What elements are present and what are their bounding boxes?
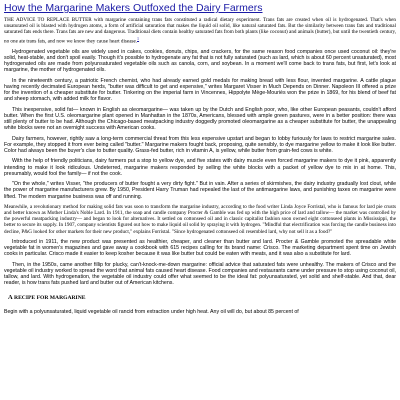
footnote-link[interactable]: 1 bbox=[137, 35, 140, 41]
sans-section-1 bbox=[4, 49, 396, 200]
paragraph-yellow-dye: With the help of friendly politicians, dairy farmers put a stop to yellow dye, and five states with dairy muscle even forced margarine makers to dye it pink, apparently intending to make it look ridiculous. Undeterred, margarine makers responded by selling the white blocks with a packet of yellow dye to mix in at home. This, presumably, would fool the family— if not the cook. bbox=[4, 158, 396, 177]
intro-text: THE ADVICE TO REPLACE BUTTER with margarine containing trans fats constituted a radical dietary experiment. Trans fats are created when oil is hydrogenated. That's when unsaturated oil is blasted with hydrogen atoms, a form of artificial saturation that makes the liquid oil solid, like natural saturated fats. But the similarity between trans fats and traditional saturated fats ends there. Trans fats are new and dangerous. Traditional diets contain healthy saturated fats from both plants (like coconut) and animals (butter), but until the twentieth century, no one ate trans fats, and now we know they cause heart disease. bbox=[4, 17, 396, 45]
paragraph-forristal: Meanwhile, a revolutionary method for making solid fats was soon to transform the margarine industry, according to the food writer Linda Joyce Forristal, who is famous for lard pie crusts and better known as Mother Linda's Noble Lard. In 1911, the soap and candle company Procter & Gamble was fed up with the high price of lard and tallow— the market was controlled by the powerful meatpacking industry— and began to look for alternatives. It settled on cottonseed oil and in classic capitalist fashion soon owned eight cottonseed plants in Mississippi, the better to secure its supply. In 1907, company scientists figured out how to make liquid oil solid by spraying it with hydrogen. "Mindful that electrification was forcing the candle business into decline, P&G looked for other markets for their new product," explains Forristal. "Since hydrogenated cottonseed oil resembled lard, why not sell it as a food?" bbox=[4, 203, 396, 235]
sans-section-2 bbox=[4, 239, 396, 287]
paragraph-oleomargarine: This inexpensive, solid fat— known in English as oleomargarine— was taken up by the Dutch and English poor, who, like other European peasants, couldn't afford butter. When the first U.S. oleomargarine plant opened in Manhattan in the 1870s, Americans, blessed with ample green pastures, were in a better position: there was still plenty of butter to be had. Although the Chicago-based meatpacking industry doggedly promoted oleomargarine as a cheaper substitute for butter, the unappealing white blocks were not an overnight success with American cooks. bbox=[4, 106, 396, 132]
paragraph-dairy-farmers: Dairy farmers, however, rightly saw a long-term commercial threat from this less expensive upstart and began to lobby furiously for laws to restrict margarine sales. For example, they stopped it from ever being called "butter." Margarine makers fought back, proposing, quite sensibly, to dye margarine yellow to make it look like butter. Color had always been the buyer's clue to butter quality. Grass-fed butter, rich in vitamin A, is yellow, while butter from grain-fed cows is white. bbox=[4, 135, 396, 155]
section-heading bbox=[8, 294, 396, 302]
intro-paragraph bbox=[4, 17, 396, 45]
paragraph-hydrogenated-oils: Hydrogenated vegetable oils are widely used in cakes, cookies, donuts, chips, and crackers, for the same reason food companies once used coconut oil: they're solid, heat-stable, and don't spoil easily. Though it's possible to hydrogenate any fat that is not fully saturated (such as lard, which is about 60 percent unsaturated), most hydrogenated oils are made from polyunsaturated vegetable oils such as canola, corn, and soybean. In a moment we'll come back to trans fats, but first, let's look at margarine, the mother of hydrogenated oils. bbox=[4, 48, 396, 74]
article-title-link[interactable]: How the Margarine Makers Outfoxed the Dairy Farmers bbox=[4, 2, 263, 14]
heading-text: RECIPE FOR MARGARINE bbox=[14, 294, 86, 301]
paragraph-crisco: Introduced in 1911, the new product was presented as healthier, cheaper, and cleaner than butter and lard. Procter & Gamble promoted the spreadable white vegetable fat in women's magazines and gave away a cookbook with 615 recipes calling for its brand name: Crisco. The marketing department spent time on Jewish cooks in particular. Crisco made it easier to keep kosher because it was like butter but could be eaten with meats, and it was also a substitute for lard. bbox=[4, 238, 396, 258]
paragraph-visser-quote: "On the whole," writes Visser, "the producers of butter fought a very dirty fight." But in vain. After a series of skirmishes, the dairy industry gradually lost clout, while the power of margarine manufacturers grew. By 1950, President Harry Truman had repealed the last of the antimargarine laws, and punishing taxes on margarine were lifted. The modern margarine business was off and running. bbox=[4, 181, 396, 200]
paragraph-recipe: Begin with a polyunsaturated, liquid vegetable oil rancid from extraction under high heat. Any oil will do, but about 85 percent of bbox=[4, 308, 299, 315]
heading-first-letter: A bbox=[8, 293, 13, 301]
paragraph-fifties: Then, in the 1950s, came another fillip for plucky, can't-knock-me-down margarine: official advice that saturated fats were unhealthy. The makers of Crisco and the vegetable oil industry worked to spread the word that animal fats caused heart disease. Food companies and restaurants came under pressure to stop using coconut oil, tallow, and lard. With hydrogenation, the vegetable oil industry could offer what seemed to be the ideal fat: polyunsaturated, yet solid and shelf-stable. And that, dear reader, is how trans fats pushed lard and butter out of American kitchens. bbox=[4, 261, 396, 287]
paragraph-nineteenth-century: In the nineteenth century, a patriotic French chemist, who had already earned gold medals for making bread with less flour, invented margarine. A cattle plague having recently decimated European herds, "butter was difficult to get and expensive," writes Margaret Visser in Much Depends on Dinner. Napoleon III offered a prize for the invention of a cheaper substitute for butter. Tinkering on the imperial farm in Vincennes, Hippolyte Mège-Mouriès won the prize in 1869, for his blend of beef fat and sheep stomach, with added milk for flavor. bbox=[4, 77, 396, 103]
